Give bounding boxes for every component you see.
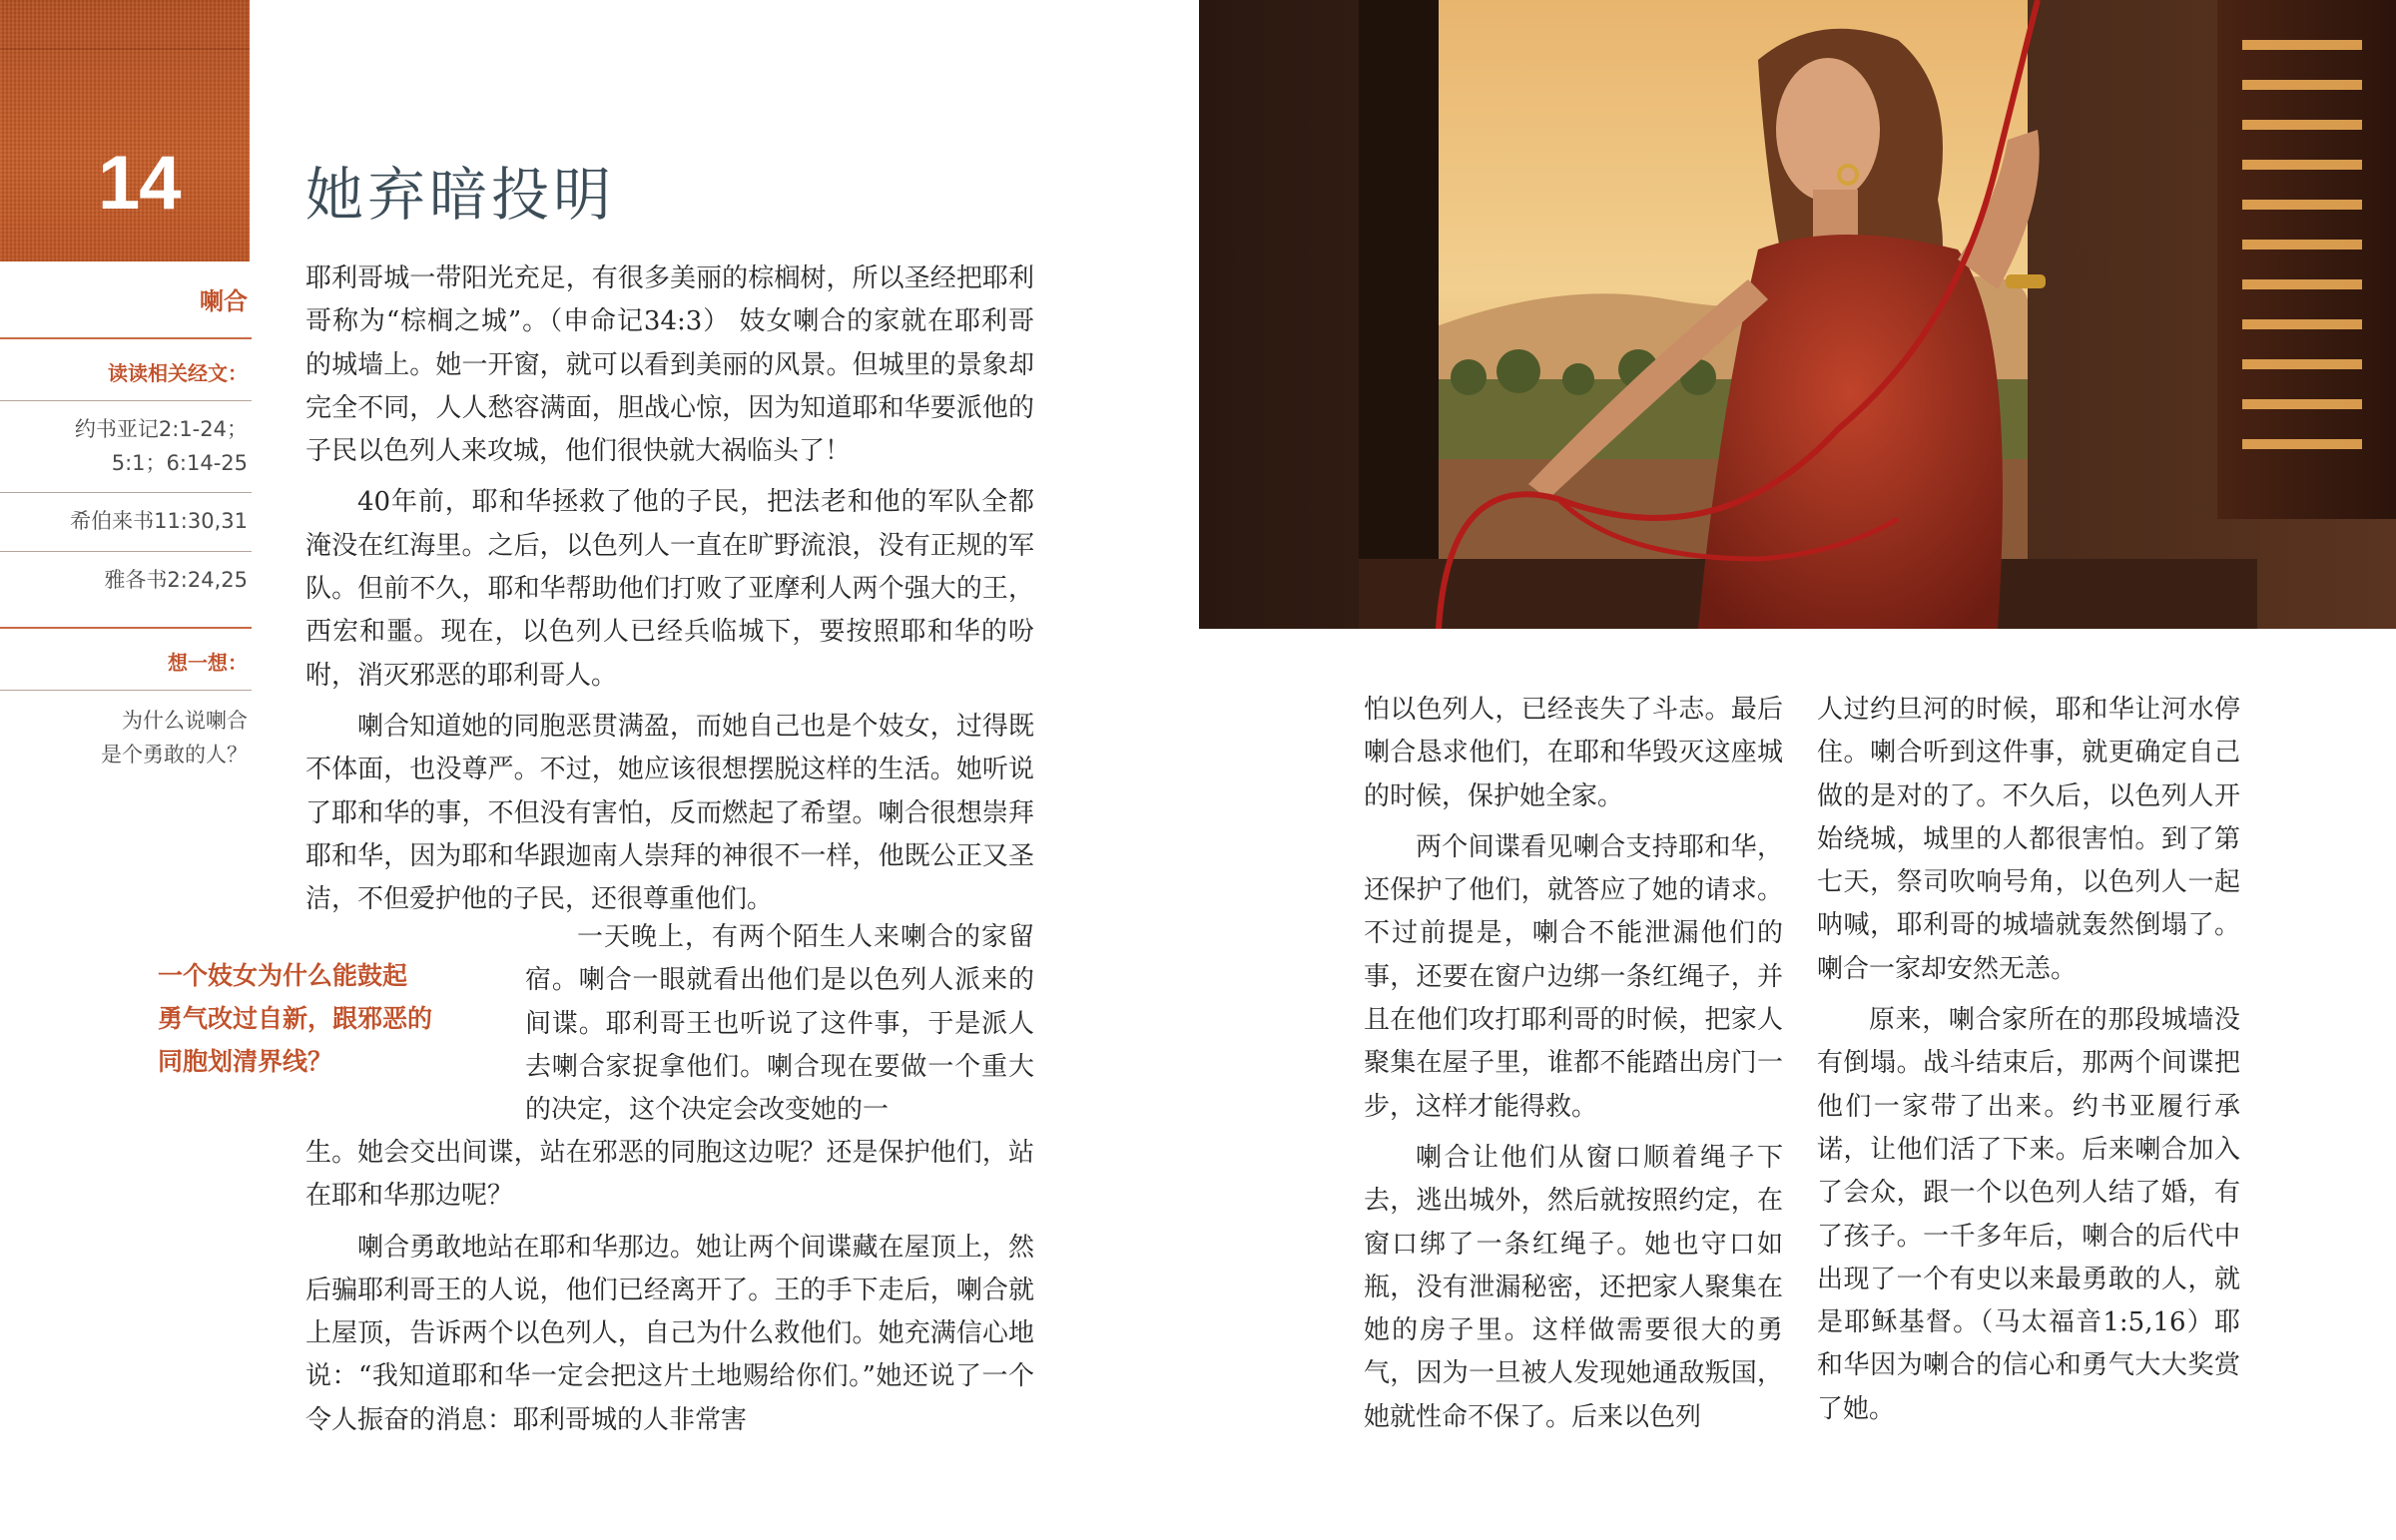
sidebar-reference-group bbox=[0, 401, 252, 492]
pull-quote-question bbox=[158, 954, 487, 1083]
sidebar-reference-group bbox=[0, 493, 252, 551]
paragraph: 两个间谍看见喇合支持耶和华，还保护了他们，就答应了她的请求。不过前提是，喇合不能泄漏他们的事，还要在窗户边绑一条红绳子，并且在他们攻打耶利哥的时候，把家人聚集在屋子里，谁都不能踏出房门一步，这样才能得救。 bbox=[1364, 831, 1783, 1122]
paragraph: 生。她会交出间谍，站在邪恶的同胞这边呢？还是保护他们，站在耶和华那边呢？ bbox=[305, 1138, 1034, 1212]
sidebar-reference: 雅各书2:24,25 bbox=[104, 567, 248, 592]
sidebar-question-line: 是个勇敢的人？ bbox=[101, 742, 248, 767]
sidebar-question bbox=[0, 691, 252, 771]
sidebar-reference: 希伯来书11:30,31 bbox=[70, 509, 248, 534]
sidebar-reference: 5:1；6:14-25 bbox=[111, 450, 248, 475]
paragraph: 40年前，耶和华拯救了他的子民，把法老和他的军队全都淹没在红海里。之后，以色列人一直在旷野流浪，没有正规的军队。但前不久，耶和华帮助他们打败了亚摩利人两个强大的王，西宏和噩。现在，以色列人已经兵临城下，要按照耶和华的吩咐，消灭邪恶的耶利哥人。 bbox=[305, 487, 1034, 691]
sidebar bbox=[0, 281, 252, 772]
painting-woman-at-window-with-red-rope-icon bbox=[1199, 0, 2396, 629]
chapter-number: 14 bbox=[98, 141, 181, 226]
paragraph: 怕以色列人，已经丧失了斗志。最后喇合恳求他们，在耶和华毁灭这座城的时候，保护她全家。 bbox=[1364, 695, 1783, 811]
left-column-text bbox=[305, 257, 1034, 921]
sidebar-person-name: 喇合 bbox=[200, 287, 248, 315]
right-column-text bbox=[1817, 689, 2240, 1431]
paragraph: 喇合让他们从窗口顺着绳子下去，逃出城外，然后就按照约定，在窗口绑了一条红绳子。她也守口如瓶，没有泄漏秘密，还把家人聚集在她的房子里。这样做需要很大的勇气，因为一旦被人发现她通敌叛国，她就性命不保了。后来以色列 bbox=[1364, 1142, 1783, 1432]
left-column-lower-text bbox=[305, 1132, 1034, 1442]
paragraph: 原来，喇合家所在的那段城墙没有倒塌。战斗结束后，那两个间谍把他们一家带了出来。约书亚履行承诺，让他们活了下来。后来喇合加入了会众，跟一个以色列人结了婚，有了孩子。一千多年后，喇合的后代中出现了一个有史以来最勇敢的人，就是耶稣基督。（马太福音1:5,16）耶和华因为喇合的信心和勇气大大奖赏了她。 bbox=[1817, 1005, 2240, 1424]
paragraph: 耶利哥城一带阳光充足，有很多美丽的棕榈树，所以圣经把耶利哥称为“棕榈之城”。（申命记34:3） 妓女喇合的家就在耶利哥的城墙上。她一开窗，就可以看到美丽的风景。但城里的景象却完全不同，人人愁容满面，胆战心惊，因为知道耶和华要派他的子民以色列人来攻城，他们很快就大祸临头了！ bbox=[305, 263, 1034, 467]
paragraph: 喇合勇敢地站在耶和华那边。她让两个间谍藏在屋顶上，然后骗耶利哥王的人说，他们已经离开了。王的手下走后，喇合就上屋顶，告诉两个以色列人，自己为什么救他们。她充满信心地说：“我知道耶和华一定会把这片土地赐给你们。”她还说了一个令人振奋的消息：耶利哥城的人非常害 bbox=[305, 1232, 1034, 1435]
page-title: 她弃暗投明 bbox=[305, 161, 616, 229]
middle-column-text bbox=[1364, 689, 1783, 1439]
left-column-wrapped-text bbox=[525, 916, 1034, 1132]
paragraph: 一天晚上，有两个陌生人来喇合的家留宿。喇合一眼就看出他们是以色列人派来的间谍。耶利哥王也听说了这件事，于是派人去喇合家捉拿他们。喇合现在要做一个重大的决定，这个决定会改变她的一 bbox=[525, 922, 1034, 1126]
paragraph: 人过约旦河的时候，耶和华让河水停住。喇合听到这件事，就更确定自己做的是对的了。不久后，以色列人开始绕城，城里的人都很害怕。到了第七天，祭司吹响号角，以色列人一起呐喊，耶利哥的城墙就轰然倒塌了。喇合一家却安然无恙。 bbox=[1817, 695, 2240, 984]
sidebar-question-line: 为什么说喇合 bbox=[122, 709, 248, 734]
pull-quote-line: 一个妓女为什么能鼓起 bbox=[158, 961, 408, 990]
paragraph: 喇合知道她的同胞恶贯满盈，而她自己也是个妓女，过得既不体面，也没尊严。不过，她应该很想摆脱这样的生活。她听说了耶和华的事，不但没有害怕，反而燃起了希望。喇合很想崇拜耶和华，因为耶和华跟迦南人崇拜的神很不一样，他既公正又圣洁，不但爱护他的子民，还很尊重他们。 bbox=[305, 711, 1034, 915]
pull-quote-line: 同胞划清界线？ bbox=[158, 1047, 333, 1076]
sidebar-readings-heading: 读读相关经文： bbox=[108, 361, 248, 385]
sidebar-reference: 约书亚记2:1-24； bbox=[74, 417, 248, 441]
sidebar-think-heading: 想一想： bbox=[168, 651, 248, 676]
chapter-number-box bbox=[0, 0, 250, 261]
pull-quote-line: 勇气改过自新，跟邪恶的 bbox=[158, 1004, 433, 1033]
sidebar-reference-group bbox=[0, 552, 252, 610]
illustration bbox=[1199, 0, 2396, 629]
